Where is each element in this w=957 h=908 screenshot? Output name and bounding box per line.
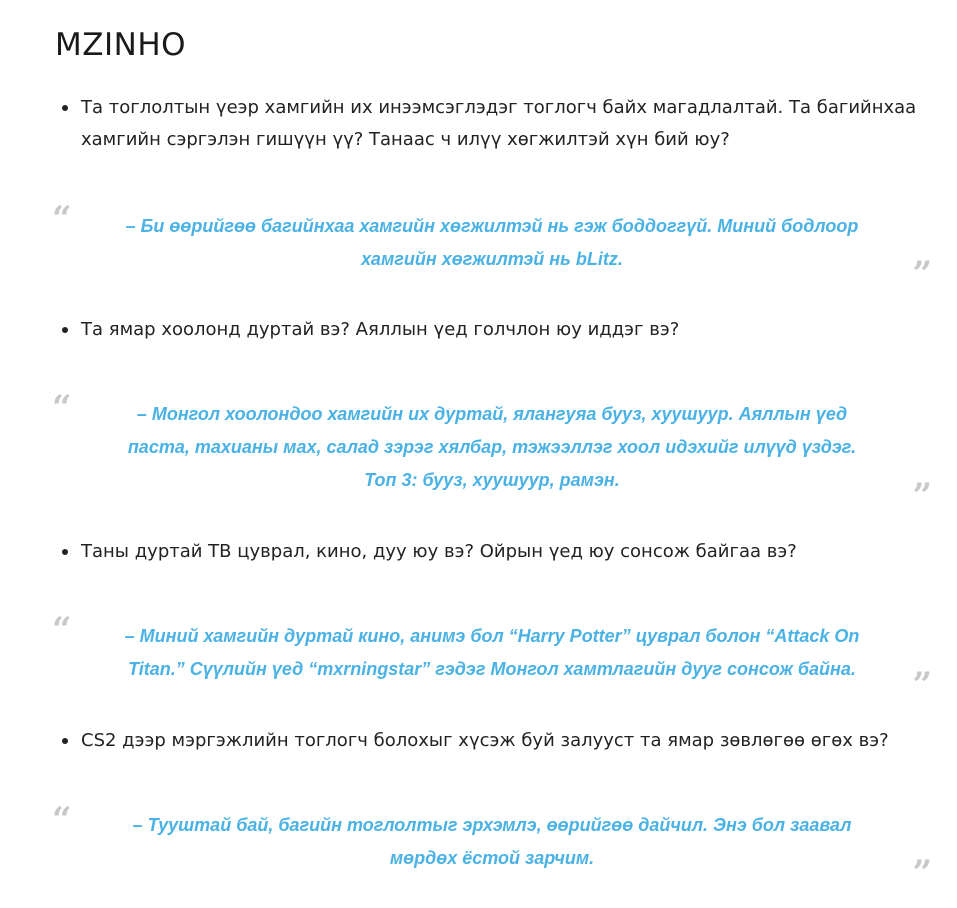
answer-text: – Би өөрийгөө багийнхаа хамгийн хөгжилтэй нь гэж боддоггүй. Миний бодлоор хамгийн хөгжилтэй нь bLitz.: [125, 216, 859, 269]
answer-blockquote: [52, 199, 932, 294]
answer-blockquote: [52, 388, 932, 516]
open-quote-icon: “: [52, 800, 72, 840]
answer-text: – Тууштай бай, багийн тоглолтыг эрхэмлэ, өөрийгөө дайчил. Энэ бол заавал мөрдөх ёстой зарчим.: [132, 815, 852, 868]
page-title: MZINHO: [55, 27, 187, 63]
open-quote-icon: “: [52, 199, 72, 239]
close-quote-icon: ”: [912, 665, 932, 705]
answer-text: – Миний хамгийн дуртай кино, анимэ бол “Harry Potter” цуврал болон “Attack On Titan.” Сүүлийн үед “mxrningstar” гэдэг Монгол хамтлагийн дууг сонсож байна.: [124, 626, 860, 679]
question-text: Та тоглолтын үеэр хамгийн их инээмсэглэдэг тоглогч байх магадлалтай. Та багийнхаа хамгийн сэргэлэн гишүүн үү? Танаас ч илүү хөгжилтэй хүн бий юу?: [81, 97, 917, 150]
question-text: Та ямар хоолонд дуртай вэ? Аяллын үед голчлон юу иддэг вэ?: [81, 319, 680, 340]
question-item: [62, 92, 932, 156]
question-text: Таны дуртай ТВ цуврал, кино, дуу юу вэ? Ойрын үед юу сонсож байгаа вэ?: [81, 541, 797, 562]
bullet-icon: [62, 738, 68, 744]
close-quote-icon: ”: [912, 853, 932, 893]
bullet-icon: [62, 105, 68, 111]
bullet-icon: [62, 327, 68, 333]
question-text: CS2 дээр мэргэжлийн тоглогч болохыг хүсэж буй залууст та ямар зөвлөгөө өгөх вэ?: [81, 730, 889, 751]
answer-text: – Монгол хоолондоо хамгийн их дуртай, ялангуяа бууз, хуушуур. Аяллын үед паста, тахианы мах, салад зэрэг хялбар, тэжээллэг хоол идэхийг илүүд үздэг. Топ 3: бууз, хуушуур, рамэн.: [127, 404, 857, 490]
bullet-icon: [62, 549, 68, 555]
close-quote-icon: ”: [912, 254, 932, 294]
answer-blockquote: [52, 800, 932, 893]
open-quote-icon: “: [52, 610, 72, 650]
question-item: [62, 314, 932, 346]
answer-blockquote: [52, 610, 932, 705]
question-item: [62, 725, 932, 757]
close-quote-icon: ”: [912, 476, 932, 516]
question-item: [62, 536, 932, 568]
open-quote-icon: “: [52, 388, 72, 428]
